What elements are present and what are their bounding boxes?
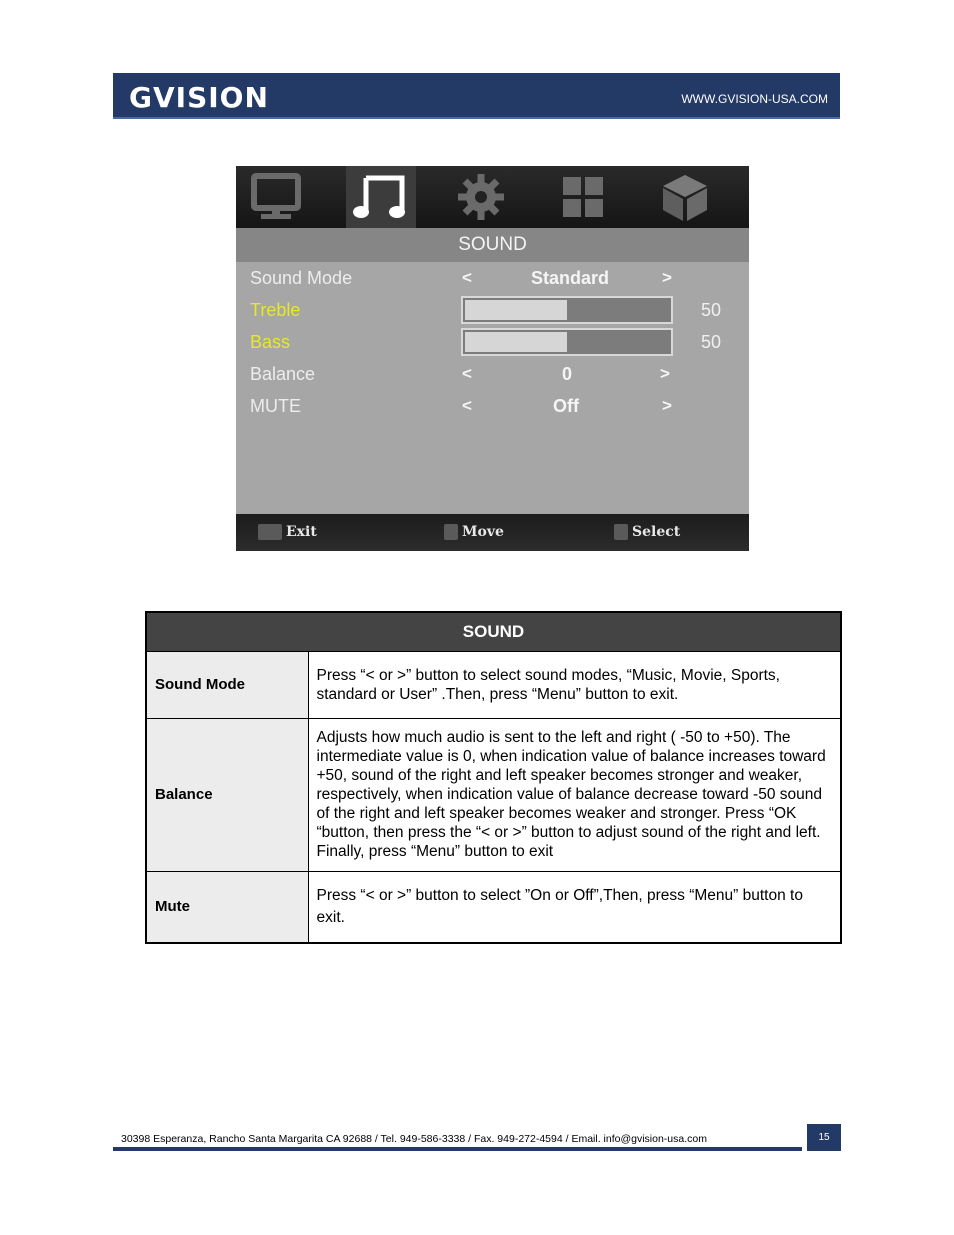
up-down-arrow-icon	[444, 524, 458, 540]
website-url: WWW.GVISION-USA.COM	[681, 92, 828, 106]
mute-value: Off	[553, 396, 579, 416]
chevron-right-icon: >	[662, 268, 672, 287]
sound-mode-value: Standard	[530, 268, 609, 288]
bass-value: 50	[701, 332, 722, 352]
chevron-right-icon: >	[660, 364, 670, 383]
treble-value: 50	[701, 300, 722, 320]
gear-icon	[446, 166, 516, 228]
music-icon	[346, 166, 416, 228]
bass-label: Bass	[250, 332, 291, 352]
treble-slider-fill	[465, 300, 567, 320]
monitor-icon	[241, 166, 311, 228]
osd-sound-menu-screenshot	[236, 166, 749, 551]
sound-settings-table	[145, 611, 842, 944]
bass-slider-fill	[465, 332, 567, 352]
treble-slider	[461, 296, 673, 324]
row-description: Adjusts how much audio is sent to the left and right ( -50 to +50). The intermediate value is 0, when indication value of balance increases toward +50, sound of the right and left speaker becomes stronger and weaker, respectively, when indication value of balance decrease toward -50 sound of the right and left speaker becomes weaker and stronger. Press “OK “button, then press the “< or >” button to adjust sound of the right and left. Finally, press “Menu” button to exit	[308, 718, 841, 871]
page-number: 15	[807, 1124, 841, 1151]
grid-icon	[548, 166, 618, 228]
row-label: Mute	[146, 871, 308, 943]
row-label: Balance	[146, 718, 308, 871]
osd-body	[236, 262, 749, 514]
bass-slider	[461, 328, 673, 356]
sound-mode-label: Sound Mode	[250, 268, 353, 288]
footer-contact-info: 30398 Esperanza, Rancho Santa Margarita CA 92688 / Tel. 949-586-3338 / Fax. 949-272-4594 / Email. info@gvision-usa.com	[121, 1133, 707, 1145]
osd-exit-hint: Exit	[258, 524, 317, 540]
chevron-left-icon: <	[462, 364, 472, 383]
left-right-arrow-icon	[614, 524, 628, 540]
balance-value: 0	[561, 364, 572, 384]
mute-label: MUTE	[250, 396, 301, 416]
page-header	[113, 73, 840, 119]
menu-key-icon	[258, 524, 282, 540]
osd-footer	[236, 514, 749, 551]
osd-tab-bar	[236, 166, 749, 228]
osd-select-hint: Select	[614, 524, 680, 540]
table-title: SOUND	[146, 612, 841, 651]
row-description: Press “< or >” button to select ”On or Off”,Then, press “Menu” button to exit.	[308, 871, 841, 943]
treble-label: Treble	[250, 300, 301, 320]
cube-icon	[650, 166, 720, 228]
chevron-left-icon: <	[462, 268, 472, 287]
osd-move-hint: Move	[444, 524, 504, 540]
table-row	[146, 651, 841, 718]
row-description: Press “< or >” button to select sound modes, “Music, Movie, Sports, standard or User” .Then, press “Menu” button to exit.	[308, 651, 841, 718]
footer-divider	[113, 1147, 802, 1151]
osd-menu-title: SOUND	[458, 234, 527, 255]
table-row	[146, 718, 841, 871]
gvision-logo: GVISION	[129, 81, 269, 114]
chevron-left-icon: <	[462, 396, 472, 415]
chevron-right-icon: >	[662, 396, 672, 415]
table-row	[146, 871, 841, 943]
row-label: Sound Mode	[146, 651, 308, 718]
balance-label: Balance	[250, 364, 316, 384]
